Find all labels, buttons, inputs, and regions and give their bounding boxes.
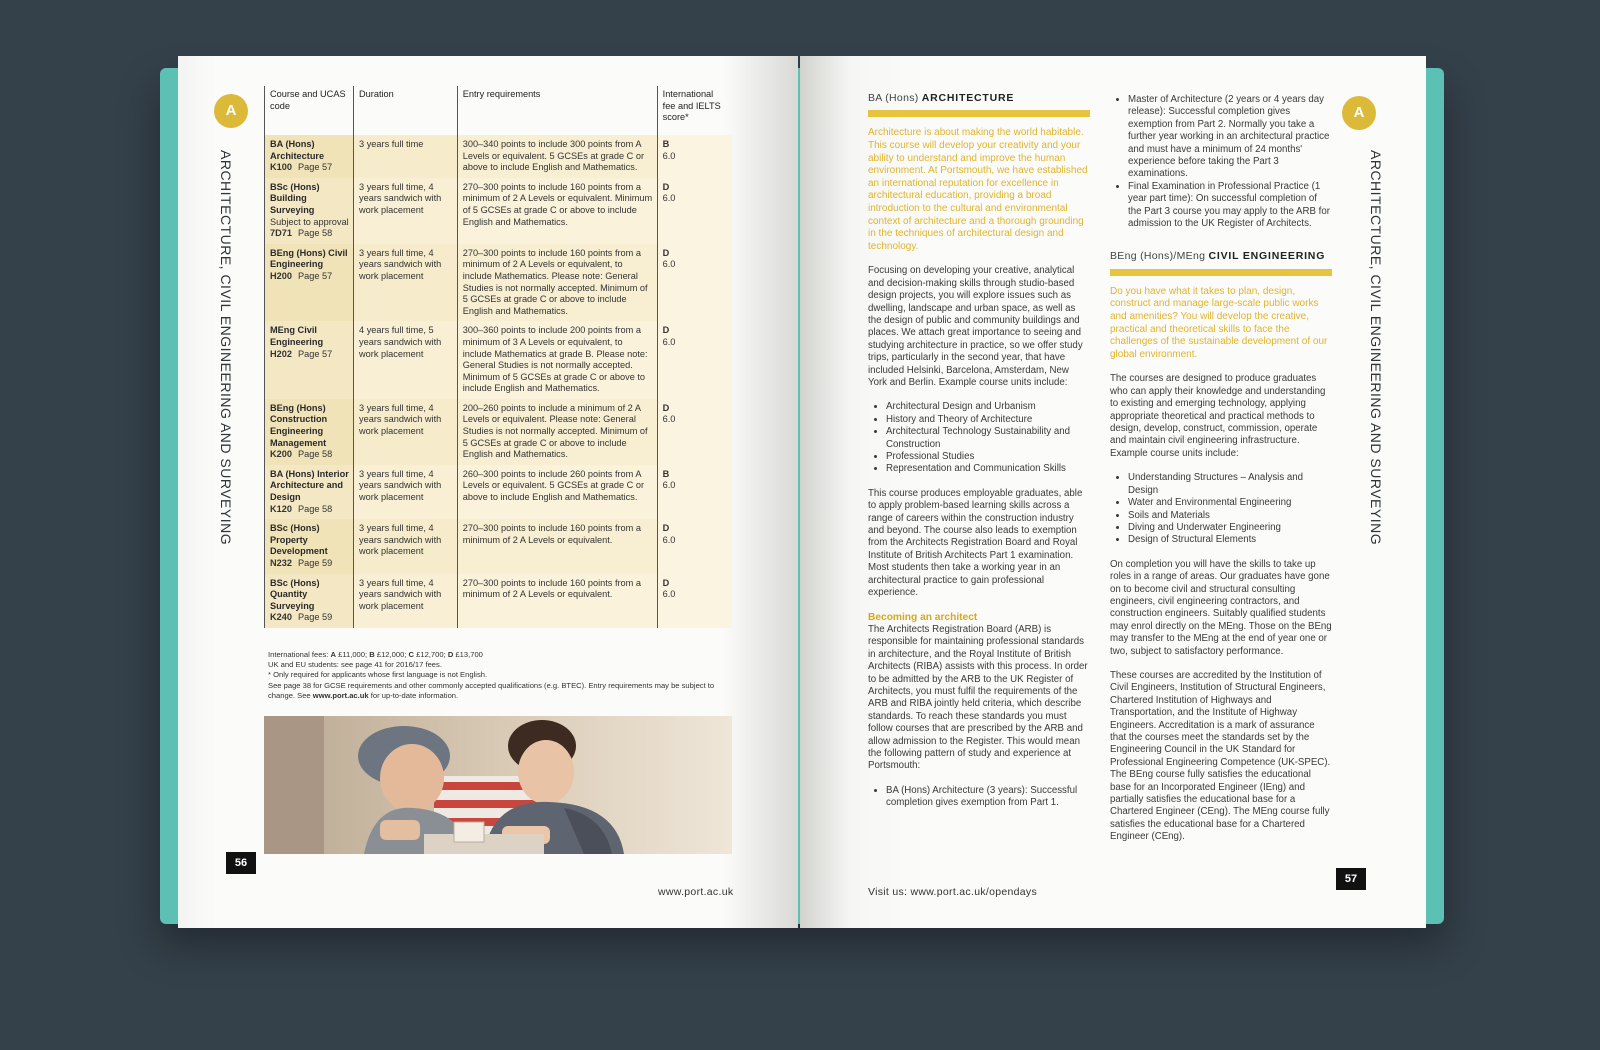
table-row [265, 519, 733, 573]
ielts-score: 6.0 [662, 259, 676, 270]
fee-band: B [662, 139, 670, 149]
page-number-right: 57 [1336, 868, 1366, 890]
civil-paragraph-2: On completion you will have the skills to take up roles in a range of areas. Our graduates have gone on to become civil and structural consulting engineers, civil engineering contractors, and construction engineers. Suitably qualified students may enrol directly on the MEng. Those on the BEng may transfer to the MEng at the end of year one or two, subject to satisfactory performance. [1110, 558, 1332, 657]
ielts-score: 6.0 [662, 150, 676, 161]
list-item: • Master of Architecture (2 years or 4 years day release): Successful completion gives exemption from Part 2. Normally you take a further year working in an architectural practice and must have a minimum of 24 months' experience before taking the Part 3 examinations. [1128, 94, 1332, 181]
header-entry: Entry requirements [457, 86, 657, 135]
footer-url-left[interactable]: www.port.ac.uk [658, 886, 734, 898]
website-link[interactable]: www.port.ac.uk [312, 690, 369, 700]
fee-band: D [662, 523, 670, 534]
footer-url-right[interactable]: Visit us: www.port.ac.uk/opendays [868, 886, 1038, 898]
course-name: BSc (Hons) Building Surveying [270, 181, 320, 215]
fee-band: D [662, 247, 670, 258]
page-ref: Page 59 [297, 558, 333, 568]
course-name: BSc (Hons) Quantity Surveying [270, 577, 320, 611]
entry-cell: 200–260 points to include a minimum of 2 A Levels or equivalent. Please note: General Studies is not normally accepted. Minimum of 5 GCSEs at grade C or above to include English and Mathematics. [457, 399, 657, 465]
list-item: • Diving and Underwater Engineering [1128, 522, 1332, 534]
civil-intro: Do you have what it takes to plan, design, construct and manage large-scale public works and amenities? You will develop the creative, practical and theoretical skills to face the challenges of the sustainable development of our global environment. [1110, 285, 1328, 360]
see-note: See page 38 for GCSE requirements and other commonly accepted qualifications (e.g. BTEC). Entry requirements may be subject to change. See www.port.ac.uk for up-to-date information. [268, 680, 715, 700]
ielts-score: 6.0 [662, 414, 676, 425]
students-photo-illustration [264, 716, 732, 854]
duration-cell: 3 years full time, 4 years sandwich with work placement [354, 465, 458, 519]
course-cell [265, 519, 354, 573]
entry-cell: 270–300 points to include 160 points from a minimum of 2 A Levels or equivalent, to include Mathematics. Please note: General Studies is not normally accepted. Minimum of 5 GCSEs at grade C or above to include English and Mathematics. [457, 244, 657, 322]
duration-cell: 3 years full time [354, 135, 458, 178]
civil-paragraph-1: The courses are designed to produce graduates who can apply their knowledge and understanding to existing and emerging technology, applying appropriate theoretical and practical methods to design, develop, construct, commission, operate and maintain civil engineering infrastructure. Example course units include: [1110, 373, 1326, 459]
duration-cell: 3 years full time, 4 years sandwich with work placement [354, 244, 458, 322]
ucas-code: H200 [270, 270, 292, 281]
table-row [265, 178, 733, 244]
list-item: • Design of Structural Elements [1128, 534, 1332, 546]
ucas-code: K200 [270, 449, 292, 460]
civil-paragraph-3: These courses are accredited by the Institution of Civil Engineers, Institution of Structural Engineers, Chartered Institution of Highways and Transportation, and the Institute of Highway Engineers. Accreditation is a mark of assurance that the courses meet the standards set by the Engineering Council in the UK Standard for Professional Engineering Competence (UK-SPEC). The BEng course fully satisfies the educational base for an Incorporated Engineer (IEng) and partially satisfies the educational base for a Chartered Engineer (CEng). The MEng course fully satisfies the educational base for a Chartered Engineer (CEng). [1110, 669, 1331, 843]
duration-cell: 4 years full time, 5 years sandwich with work placement [354, 321, 458, 399]
heading-rule [868, 110, 1090, 117]
fee-band: D [662, 325, 670, 336]
ucas-code: K240 [270, 612, 292, 623]
study-pattern-list-continued [1110, 94, 1332, 230]
architecture-units-list [868, 401, 1090, 475]
table-row [265, 244, 733, 322]
course-cell [265, 178, 354, 244]
duration-cell: 3 years full time, 4 years sandwich with work placement [354, 574, 458, 628]
ielts-score: 6.0 [662, 193, 676, 204]
table-row [265, 574, 733, 628]
fees-line: International fees: A £11,000; B £12,000; C £12,700; D £13,700 [268, 650, 483, 659]
page-ref: Page 58 [297, 503, 333, 514]
vertical-section-title-left: ARCHITECTURE, CIVIL ENGINEERING AND SURVEYING [218, 150, 234, 546]
course-name: BA (Hons) Interior Architecture and Design [270, 468, 349, 503]
course-cell [265, 244, 354, 322]
duration-cell: 3 years full time, 4 years sandwich with work placement [354, 399, 458, 465]
fee-cell [657, 178, 732, 244]
becoming-architect-text: The Architects Registration Board (ARB) is responsible for maintaining professional standards in architecture, and the Royal Institute of British Architects (RIBA) assists with this process. In order to be admitted by the ARB to the UK Register of Architects, you must fulfil the requirements of the ARB and RIBA jointly held criteria, which describe standards. To reach these standards you must follow courses that are prescribed by the ARB and allow admission to the Register. This would mean the following pattern of study and experience at Portsmouth: [868, 623, 1088, 772]
duration-cell: 3 years full time, 4 years sandwich with work placement [354, 178, 458, 244]
header-course: Course and UCAS code [265, 86, 354, 135]
list-item: • Representation and Communication Skills [886, 463, 1090, 475]
fee-cell [657, 244, 732, 322]
fee-cell [657, 135, 732, 178]
entry-cell: 300–340 points to include 300 points from A Levels or equivalent. 5 GCSEs at grade C or above to include English and Mathematics. [457, 135, 657, 178]
header-duration: Duration [354, 86, 458, 135]
course-cell [265, 574, 354, 628]
table-row [265, 399, 733, 465]
list-item: • Final Examination in Professional Practice (1 year part time): On successful completion of the Part 3 course you may apply to the ARB for admission to the UK Register of Architects. [1128, 181, 1332, 231]
entry-cell: 270–300 points to include 160 points from a minimum of 2 A Levels or equivalent. [457, 519, 657, 573]
ucas-code: K100 [270, 162, 292, 173]
course-note: Subject to approval [270, 216, 349, 227]
civil-heading: BEng (Hons)/MEng CIVIL ENGINEERING [1110, 250, 1326, 263]
table-row [265, 135, 733, 178]
table-footnotes [268, 650, 728, 701]
entry-cell: 270–300 points to include 160 points from a minimum of 2 A Levels or equivalent. [457, 574, 657, 628]
section-badge-left: A [214, 94, 248, 128]
duration-cell: 3 years full time, 4 years sandwich with work placement [354, 519, 458, 573]
architecture-column [868, 92, 1090, 822]
list-item: • Understanding Structures – Analysis and Design [1128, 472, 1332, 497]
fee-cell [657, 465, 732, 519]
course-cell [265, 465, 354, 519]
vertical-section-title-right: ARCHITECTURE, CIVIL ENGINEERING AND SURVEYING [1368, 150, 1384, 546]
civil-column [1110, 94, 1332, 856]
course-name: MEng Civil Engineering [270, 325, 324, 347]
fee-band: D [662, 402, 670, 413]
fee-cell [657, 321, 732, 399]
list-item: • History and Theory of Architecture [886, 414, 1090, 426]
course-name: BEng (Hons) Construction Engineering Management [270, 402, 328, 448]
list-item: • Professional Studies [886, 451, 1090, 463]
page-ref: Page 57 [297, 162, 333, 173]
heading-rule [1110, 269, 1332, 276]
ielts-score: 6.0 [662, 589, 676, 600]
table-row [265, 465, 733, 519]
architecture-paragraph-1: Focusing on developing your creative, analytical and decision-making skills through studio-based design projects, you will explore issues such as dwelling, landscape and urban space, as well as the design of public and community buildings and places. We attach great importance to seeing and studying architecture in practice, so we offer study trips, particularly in the second year, that have included Helsinki, Barcelona, Amsterdam, New York and Berlin. Example course units include: [868, 265, 1083, 388]
architecture-heading: BA (Hons) ARCHITECTURE [868, 92, 1015, 104]
ielts-note: * Only required for applicants whose first language is not English. [268, 670, 488, 680]
uk-fees-note: UK and EU students: see page 41 for 2016/17 fees. [268, 660, 442, 670]
list-item: • BA (Hons) Architecture (3 years): Successful completion gives exemption from Part 1. [886, 785, 1090, 810]
fee-cell [657, 574, 732, 628]
courses-table [264, 86, 732, 628]
list-item: • Soils and Materials [1128, 510, 1332, 522]
entry-cell: 260–300 points to include 260 points from A Levels or equivalent. 5 GCSEs at grade C or above to include English and Mathematics. [457, 465, 657, 519]
course-name: BEng (Hons) Civil Engineering [270, 247, 348, 270]
page-ref: Page 58 [297, 228, 333, 239]
list-item: • Water and Environmental Engineering [1128, 497, 1332, 509]
page-ref: Page 58 [297, 449, 333, 460]
course-cell [265, 135, 354, 178]
fee-cell [657, 519, 732, 573]
architecture-intro: Architecture is about making the world habitable. This course will develop your creativity and your ability to understand and improve the human environment. At Portsmouth, we have established an international reputation for excellence in architectural education, providing a broad introduction to the cultural and environmental context of architecture and a thorough grounding in the techniques of architectural design and technology. [868, 127, 1088, 252]
course-name: BSc (Hons) Property Development [270, 523, 328, 557]
fee-cell [657, 399, 732, 465]
course-cell [265, 321, 354, 399]
header-fee: International fee and IELTS score* [657, 86, 732, 135]
list-item: • Architectural Design and Urbanism [886, 401, 1090, 413]
students-photo [264, 716, 732, 854]
page-ref: Page 57 [297, 348, 333, 359]
ucas-code: 7D71 [270, 228, 292, 239]
fee-band: D [662, 181, 670, 192]
ucas-code: K120 [270, 503, 292, 514]
ucas-code: H202 [270, 348, 292, 359]
section-badge-right: A [1342, 96, 1376, 130]
page-number-left: 56 [226, 852, 256, 874]
fee-band: B [662, 468, 670, 479]
becoming-architect-heading: Becoming an architect [868, 611, 978, 623]
ielts-score: 6.0 [662, 336, 676, 347]
table-row [265, 321, 733, 399]
page-ref: Page 59 [297, 612, 333, 623]
course-name: BA (Hons) Architecture [270, 139, 325, 161]
fee-band: D [662, 577, 670, 588]
ucas-code: N232 [270, 558, 292, 568]
study-pattern-list [868, 785, 1090, 810]
architecture-paragraph-2: This course produces employable graduates, able to apply problem-based learning skills across a range of careers within the construction industry and beyond. The course also leads to exemption from the Architects Registration Board and Royal Institute of British Architects Part 1 examination. Most students then take a working year in an architectural practice to gain professional experience. [868, 487, 1083, 599]
civil-units-list [1110, 472, 1332, 546]
list-item: • Architectural Technology Sustainability and Construction [886, 426, 1090, 451]
entry-cell: 270–300 points to include 160 points from a minimum of 2 A Levels or equivalent. Minimum of 5 GCSEs at grade C or above to include English and Mathematics. [457, 178, 657, 244]
course-cell [265, 399, 354, 465]
entry-cell: 300–360 points to include 200 points from a minimum of 3 A Levels or equivalent, to include Mathematics at grade B. Please note: General Studies is not normally accepted. Minimum of 5 GCSEs at grade C or above to include English and Mathematics. [457, 321, 657, 399]
ielts-score: 6.0 [662, 480, 676, 491]
ielts-score: 6.0 [662, 534, 676, 545]
page-ref: Page 57 [297, 270, 333, 281]
